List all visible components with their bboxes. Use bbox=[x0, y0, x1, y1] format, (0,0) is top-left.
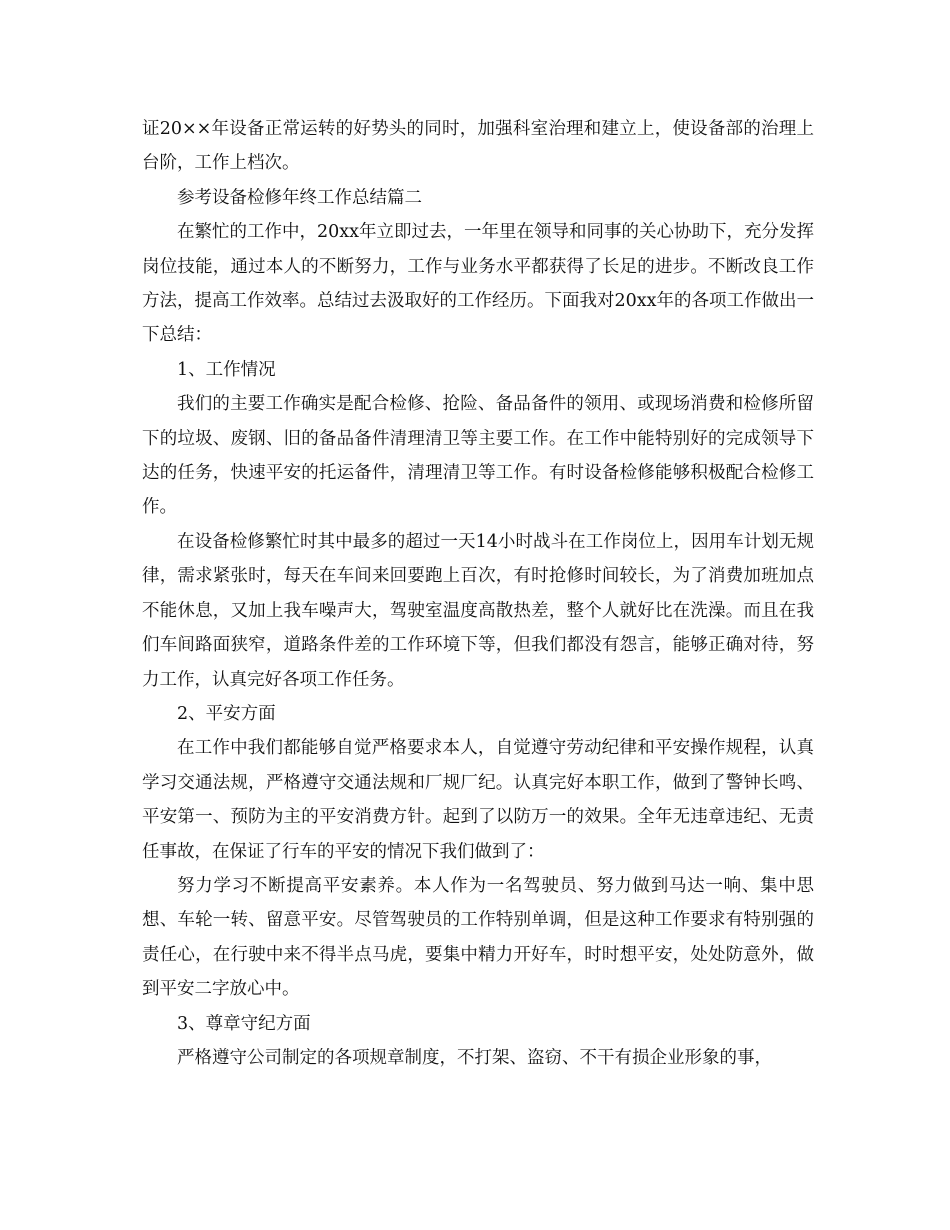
paragraph-busy-period: 在设备检修繁忙时其中最多的超过一天14小时战斗在工作岗位上，因用车计划无规律，需求紧张时，每天在车间来回要跑上百次，有时抢修时间较长，为了消费加班加点不能休息，又加上我车噪声大，驾驶室温度高散热差，整个人就好比在洗澡。而且在我们车间路面狭窄，道路条件差的工作环境下等，但我们都没有怨言，能够正确对待，努力工作，认真完好各项工作任务。 bbox=[142, 531, 814, 690]
paragraph-safety-study: 努力学习不断提高平安素养。本人作为一名驾驶员、努力做到马达一响、集中思想、车轮一转、留意平安。尽管驾驶员的工作特别单调，但是这种工作要求有特别强的责任心，在行驶中来不得半点马虎，要集中精力开好车，时时想平安，处处防意外，做到平安二字放心中。 bbox=[142, 875, 814, 1000]
heading-work-situation: 1、工作情况 bbox=[177, 359, 276, 380]
heading-discipline: 3、尊章守纪方面 bbox=[177, 1013, 311, 1034]
paragraph-intro: 在繁忙的工作中，20xx年立即过去，一年里在领导和同事的关心协助下，充分发挥岗位技能，通过本人的不断努力，工作与业务水平都获得了长足的进步。不断改良工作方法，提高工作效率。总结过去汲取好的工作经历。下面我对20xx年的各项工作做出一下总结： bbox=[142, 222, 815, 346]
paragraph-safety-rules: 在工作中我们都能够自觉严格要求本人，自觉遵守劳动纪律和平安操作规程，认真学习交通法规，严格遵守交通法规和厂规厂纪。认真完好本职工作，做到了警钟长鸣、平安第一、预防为主的平安消费方针。起到了以防万一的效果。全年无违章违纪、无责任事故，在保证了行车的平安的情况下我们做到了： bbox=[142, 738, 814, 862]
paragraph-discipline: 严格遵守公司制定的各项规章制度，不打架、盗窃、不干有损企业形象的事， bbox=[177, 1047, 772, 1068]
paragraph-main-work: 我们的主要工作确实是配合检修、抢险、备品备件的领用、或现场消费和检修所留下的垃圾、废钢、旧的备品备件清理清卫等主要工作。在工作中能特别好的完成领导下达的任务，快速平安的托运备件，清理清卫等工作。有时设备检修能够积极配合检修工作。 bbox=[142, 394, 814, 518]
heading-safety: 2、平安方面 bbox=[177, 703, 276, 724]
document-body bbox=[142, 112, 814, 1075]
section-title-part-two: 参考设备检修年终工作总结篇二 bbox=[177, 187, 422, 208]
paragraph-continuation: 证20××年设备正常运转的好势头的同时，加强科室治理和建立上，使设备部的治理上台阶，工作上档次。 bbox=[142, 119, 814, 174]
